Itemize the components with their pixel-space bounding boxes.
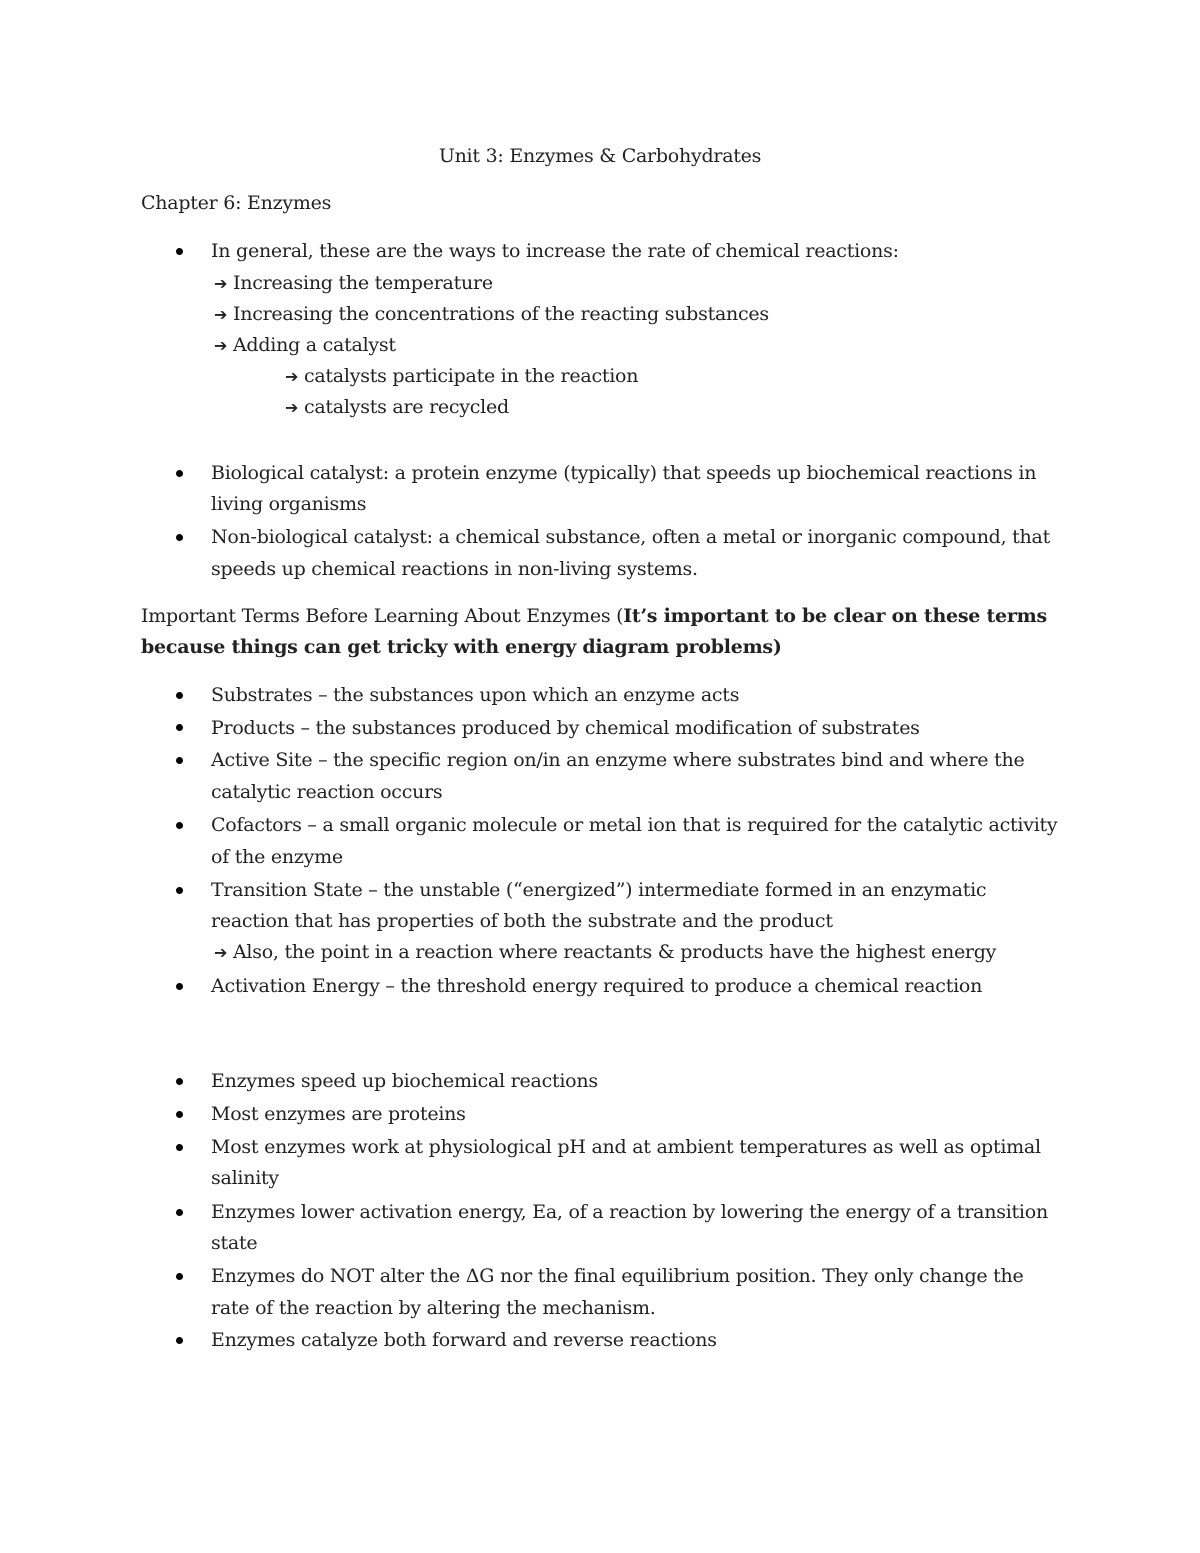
fact-item: Enzymes catalyze both forward and reverse reactions xyxy=(211,1329,717,1351)
term-cofactors-line1: Cofactors – a small organic molecule or metal ion that is required for the catalytic activity xyxy=(211,814,1058,836)
catalyst-item: ➔ catalysts are recycled xyxy=(285,396,509,418)
bullet-icon xyxy=(176,1209,183,1216)
term-transition-line2: reaction that has properties of both the substrate and the product xyxy=(211,910,833,932)
arrow-right-icon: ➔ xyxy=(214,336,228,355)
bullet-icon xyxy=(176,248,183,255)
nonbio-catalyst-line1: Non-biological catalyst: a chemical substance, often a metal or inorganic compound, that xyxy=(211,526,1051,548)
bullet-icon xyxy=(176,983,183,990)
fact-item-line1: Enzymes lower activation energy, Ea, of a reaction by lowering the energy of a transition xyxy=(211,1201,1048,1223)
fact-item-line2: rate of the reaction by altering the mechanism. xyxy=(211,1297,656,1319)
catalyst-item: ➔ catalysts participate in the reaction xyxy=(285,365,639,387)
term-products: Products – the substances produced by chemical modification of substrates xyxy=(211,717,920,739)
terms-heading-line2: because things can get tricky with energy diagram problems) xyxy=(141,636,782,658)
term-cofactors-line2: of the enzyme xyxy=(211,846,343,868)
rate-item: ➔ Increasing the concentrations of the reacting substances xyxy=(214,303,769,325)
rate-item: ➔ Adding a catalyst xyxy=(214,334,396,356)
term-substrates: Substrates – the substances upon which an enzyme acts xyxy=(211,684,740,706)
bullet-icon xyxy=(176,1273,183,1280)
bullet-icon xyxy=(176,1111,183,1118)
bullet-icon xyxy=(176,534,183,541)
term-activation-energy: Activation Energy – the threshold energy required to produce a chemical reaction xyxy=(211,975,983,997)
fact-item-line1: Enzymes do NOT alter the ΔG nor the final equilibrium position. They only change the xyxy=(211,1265,1024,1287)
arrow-right-icon: ➔ xyxy=(285,398,299,417)
bullet-icon xyxy=(176,1078,183,1085)
fact-item-line2: salinity xyxy=(211,1167,279,1189)
bullet-icon xyxy=(176,757,183,764)
term-active-site-line2: catalytic reaction occurs xyxy=(211,781,443,803)
bullet-icon xyxy=(176,1144,183,1151)
chapter-heading: Chapter 6: Enzymes xyxy=(141,192,332,214)
bullet-icon xyxy=(176,470,183,477)
fact-item: Enzymes speed up biochemical reactions xyxy=(211,1070,598,1092)
bio-catalyst-line2: living organisms xyxy=(211,493,367,515)
fact-item-line2: state xyxy=(211,1232,258,1254)
fact-item: Most enzymes are proteins xyxy=(211,1103,466,1125)
arrow-right-icon: ➔ xyxy=(285,367,299,386)
bullet-icon xyxy=(176,692,183,699)
page-title: Unit 3: Enzymes & Carbohydrates xyxy=(438,145,762,167)
terms-heading-line1: Important Terms Before Learning About Enzymes (It’s important to be clear on these terms xyxy=(141,605,1047,627)
fact-item-line1: Most enzymes work at physiological pH and at ambient temperatures as well as optimal xyxy=(211,1136,1041,1158)
bullet-icon xyxy=(176,887,183,894)
rate-item: ➔ Increasing the temperature xyxy=(214,272,493,294)
nonbio-catalyst-line2: speeds up chemical reactions in non-living systems. xyxy=(211,558,698,580)
term-transition-note: ➔ Also, the point in a reaction where reactants & products have the highest energy xyxy=(214,941,997,963)
term-active-site-line1: Active Site – the specific region on/in an enzyme where substrates bind and where the xyxy=(211,749,1025,771)
bullet-icon xyxy=(176,1337,183,1344)
rate-intro: In general, these are the ways to increase the rate of chemical reactions: xyxy=(211,240,899,262)
bullet-icon xyxy=(176,822,183,829)
bio-catalyst-line1: Biological catalyst: a protein enzyme (typically) that speeds up biochemical reactions in xyxy=(211,462,1037,484)
arrow-right-icon: ➔ xyxy=(214,943,228,962)
arrow-right-icon: ➔ xyxy=(214,305,228,324)
arrow-right-icon: ➔ xyxy=(214,274,228,293)
bullet-icon xyxy=(176,724,183,731)
term-transition-line1: Transition State – the unstable (“energized”) intermediate formed in an enzymatic xyxy=(211,879,987,901)
